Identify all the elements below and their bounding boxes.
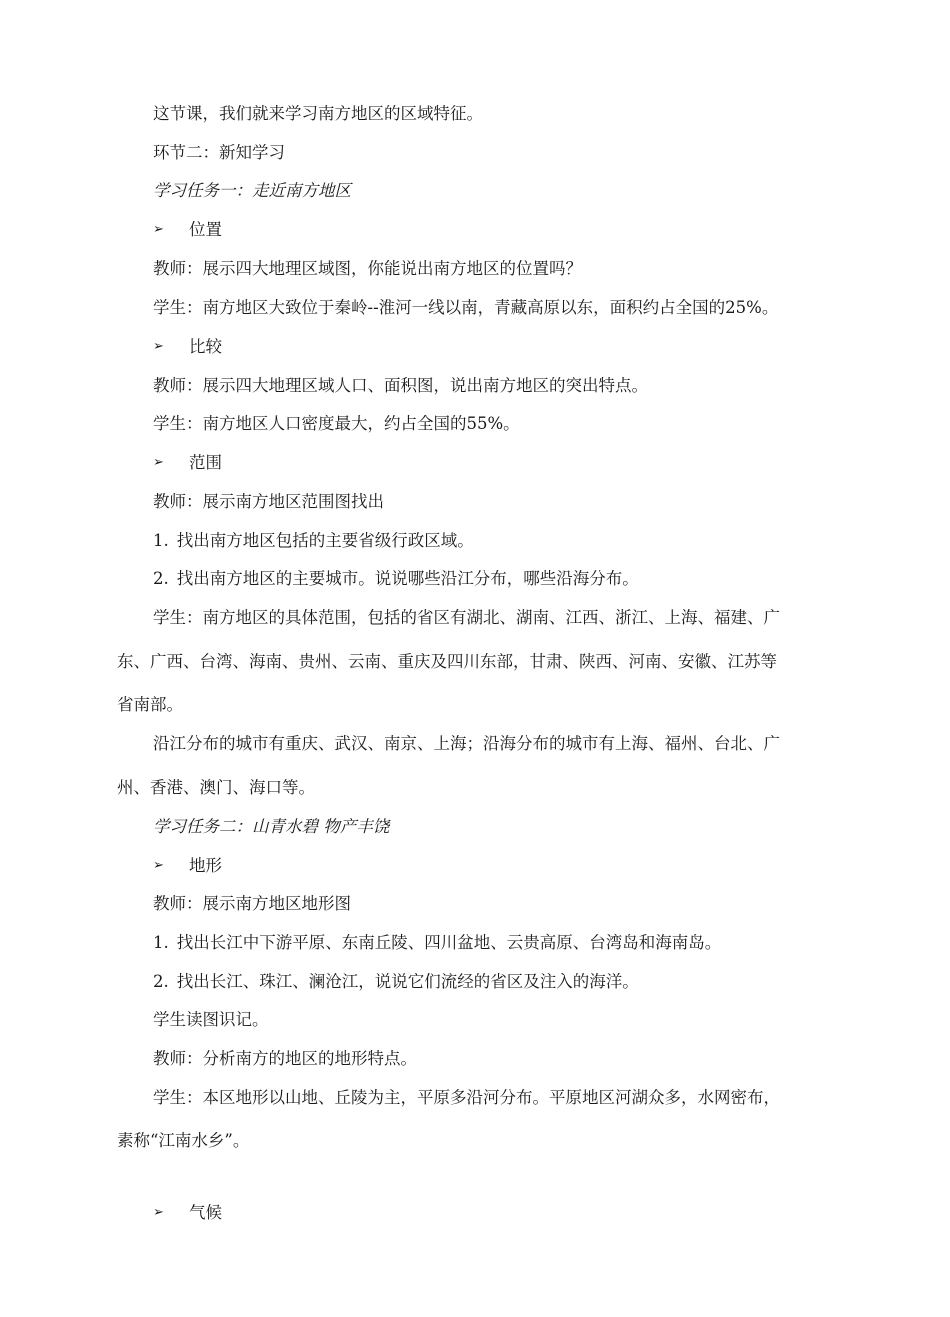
bullet-label: 气候 bbox=[189, 1203, 222, 1222]
paragraph: 学生读图识记。 bbox=[153, 1010, 269, 1029]
bullet-arrow-icon: ➢ bbox=[153, 339, 164, 354]
paragraph: 学生：南方地区的具体范围，包括的省区有湖北、湖南、江西、浙江、上海、福建、广 bbox=[153, 608, 780, 627]
paragraph: 东、广西、台湾、海南、贵州、云南、重庆及四川东部，甘肃、陕西、河南、安徽、江苏等 bbox=[117, 652, 777, 671]
paragraph: 学生：南方地区人口密度最大，约占全国的55%。 bbox=[153, 414, 520, 433]
bullet-label: 地形 bbox=[189, 856, 222, 875]
item-text: 找出长江中下游平原、东南丘陵、四川盆地、云贵高原、台湾岛和海南岛。 bbox=[176, 933, 722, 952]
paragraph: 沿江分布的城市有重庆、武汉、南京、上海；沿海分布的城市有上海、福州、台北、广 bbox=[153, 734, 780, 753]
paragraph: 教师：展示四大地理区域图，你能说出南方地区的位置吗？ bbox=[153, 259, 582, 278]
paragraph: 学生：本区地形以山地、丘陵为主，平原多沿河分布。平原地区河湖众多，水网密布， bbox=[153, 1088, 780, 1107]
paragraph: 州、香港、澳门、海口等。 bbox=[117, 778, 315, 797]
task-heading: 学习任务一：走近南方地区 bbox=[153, 181, 351, 200]
item-number: 2. bbox=[153, 972, 169, 991]
bullet-arrow-icon: ➢ bbox=[153, 455, 164, 470]
paragraph: 省南部。 bbox=[117, 695, 183, 714]
bullet-arrow-icon: ➢ bbox=[153, 858, 164, 873]
bullet-label: 位置 bbox=[189, 220, 222, 239]
paragraph: 学生：南方地区大致位于秦岭--淮河一线以南，青藏高原以东，面积约占全国的25%。 bbox=[153, 298, 779, 317]
item-number: 1. bbox=[153, 531, 169, 550]
section-heading: 环节二：新知学习 bbox=[153, 143, 285, 162]
bullet-label: 范围 bbox=[189, 453, 222, 472]
bullet-arrow-icon: ➢ bbox=[153, 222, 164, 237]
bullet-arrow-icon: ➢ bbox=[153, 1205, 164, 1220]
paragraph: 教师：分析南方的地区的地形特点。 bbox=[153, 1049, 417, 1068]
paragraph: 这节课，我们就来学习南方地区的区域特征。 bbox=[153, 104, 483, 123]
item-text: 找出长江、珠江、澜沧江，说说它们流经的省区及注入的海洋。 bbox=[176, 972, 639, 991]
item-number: 1. bbox=[153, 933, 169, 952]
item-text: 找出南方地区包括的主要省级行政区域。 bbox=[176, 531, 474, 550]
paragraph: 教师：展示四大地理区域人口、面积图，说出南方地区的突出特点。 bbox=[153, 376, 648, 395]
paragraph: 教师：展示南方地区范围图找出 bbox=[153, 492, 384, 511]
numbered-item bbox=[153, 568, 639, 590]
numbered-item bbox=[153, 530, 474, 552]
numbered-item bbox=[153, 971, 639, 993]
paragraph: 教师：展示南方地区地形图 bbox=[153, 894, 351, 913]
item-number: 2. bbox=[153, 569, 169, 588]
task-heading: 学习任务二：山青水碧 物产丰饶 bbox=[153, 817, 390, 836]
paragraph: 素称“江南水乡”。 bbox=[117, 1131, 250, 1150]
numbered-item bbox=[153, 932, 721, 954]
bullet-label: 比较 bbox=[189, 337, 222, 356]
item-text: 找出南方地区的主要城市。说说哪些沿江分布，哪些沿海分布。 bbox=[176, 569, 639, 588]
